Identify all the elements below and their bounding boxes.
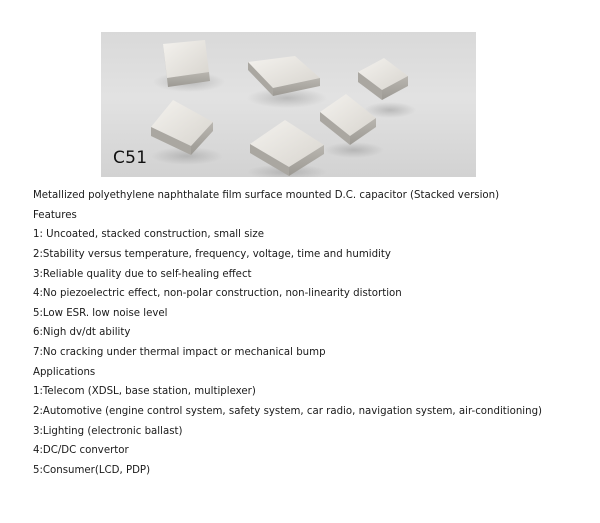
application-item: 4:DC/DC convertor: [33, 445, 129, 457]
features-heading: Features: [33, 209, 77, 221]
applications-heading: Applications: [33, 366, 96, 378]
feature-item: 3:Reliable quality due to self-healing effect: [33, 268, 252, 280]
application-item: 3:Lighting (electronic ballast): [33, 425, 183, 437]
capacitor-chips-illustration: [101, 32, 476, 177]
feature-item: 4:No piezoelectric effect, non-polar construction, non-linearity distortion: [33, 288, 402, 300]
feature-item: 1: Uncoated, stacked construction, small size: [33, 229, 264, 241]
application-item: 2:Automotive (engine control system, safety system, car radio, navigation system, air-conditioning): [33, 406, 543, 418]
capacitor-chip: [320, 94, 384, 158]
feature-item: 5:Low ESR. low noise level: [33, 307, 168, 319]
capacitor-chip: [153, 40, 225, 92]
feature-item: 6:Nigh dv/dt ability: [33, 327, 131, 339]
capacitor-chip: [151, 100, 223, 165]
product-code-label: C51: [113, 148, 148, 168]
capacitor-chip: [358, 58, 416, 118]
application-item: 5:Consumer(LCD, PDP): [33, 464, 151, 476]
capacitor-chip: [247, 56, 327, 108]
application-item: 1:Telecom (XDSL, base station, multiplexer): [33, 386, 256, 398]
intro-text: Metallized polyethylene naphthalate film surface mounted D.C. capacitor (Stacked version): [33, 190, 500, 201]
feature-item: 7:No cracking under thermal impact or mechanical bump: [33, 347, 326, 359]
capacitor-chip: [247, 120, 327, 177]
product-photo: [101, 32, 476, 177]
feature-item: 2:Stability versus temperature, frequency, voltage, time and humidity: [33, 248, 391, 260]
product-description: [33, 186, 593, 481]
